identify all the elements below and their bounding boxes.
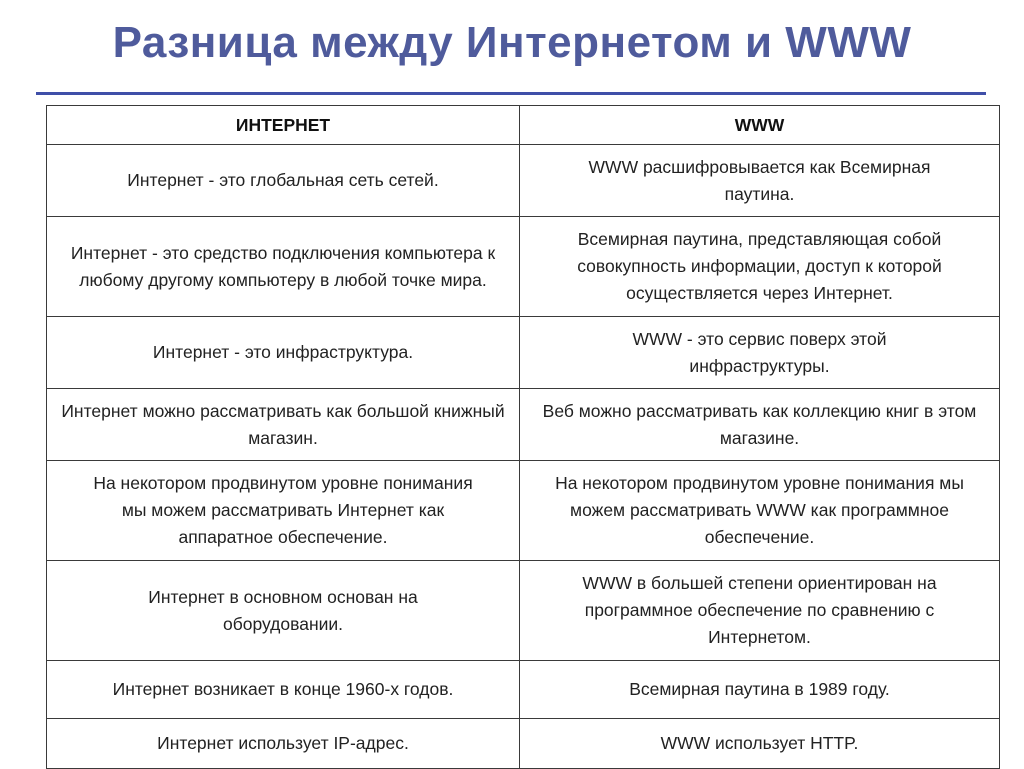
slide-title: Разница между Интернетом и WWW	[112, 18, 912, 67]
cell-internet: Интернет - это средство подключения компьютера к любому другому компьютеру в любой точке мира.	[47, 217, 520, 317]
cell-internet: Интернет - это инфраструктура.	[47, 317, 520, 389]
comparison-table	[46, 105, 1000, 769]
cell-internet: На некотором продвинутом уровне понимания мы можем рассматривать Интернет как аппаратное обеспечение.	[47, 461, 520, 561]
table-header-row	[47, 106, 1000, 145]
table-row	[47, 719, 1000, 769]
table-row	[47, 389, 1000, 461]
cell-www: Всемирная паутина, представляющая собой совокупность информации, доступ к которой осуществляется через Интернет.	[520, 217, 1000, 317]
cell-www: Веб можно рассматривать как коллекцию книг в этом магазине.	[520, 389, 1000, 461]
cell-internet: Интернет в основном основан на оборудовании.	[47, 561, 520, 661]
table-row	[47, 145, 1000, 217]
cell-www: WWW - это сервис поверх этой инфраструктуры.	[520, 317, 1000, 389]
cell-www: WWW расшифровывается как Всемирная паутина.	[520, 145, 1000, 217]
cell-internet: Интернет можно рассматривать как большой книжный магазин.	[47, 389, 520, 461]
cell-www: Всемирная паутина в 1989 году.	[520, 661, 1000, 719]
table-row	[47, 561, 1000, 661]
cell-internet: Интернет использует IP-адрес.	[47, 719, 520, 769]
header-internet: ИНТЕРНЕТ	[47, 106, 520, 145]
cell-internet: Интернет возникает в конце 1960-х годов.	[47, 661, 520, 719]
table-row	[47, 461, 1000, 561]
cell-www: WWW в большей степени ориентирован на программное обеспечение по сравнению с Интернетом.	[520, 561, 1000, 661]
table-row	[47, 217, 1000, 317]
header-www: WWW	[520, 106, 1000, 145]
table-row	[47, 317, 1000, 389]
cell-internet: Интернет - это глобальная сеть сетей.	[47, 145, 520, 217]
cell-www: WWW использует HTTP.	[520, 719, 1000, 769]
table-row	[47, 661, 1000, 719]
cell-www: На некотором продвинутом уровне понимания мы можем рассматривать WWW как программное обеспечение.	[520, 461, 1000, 561]
title-underline	[36, 92, 986, 95]
